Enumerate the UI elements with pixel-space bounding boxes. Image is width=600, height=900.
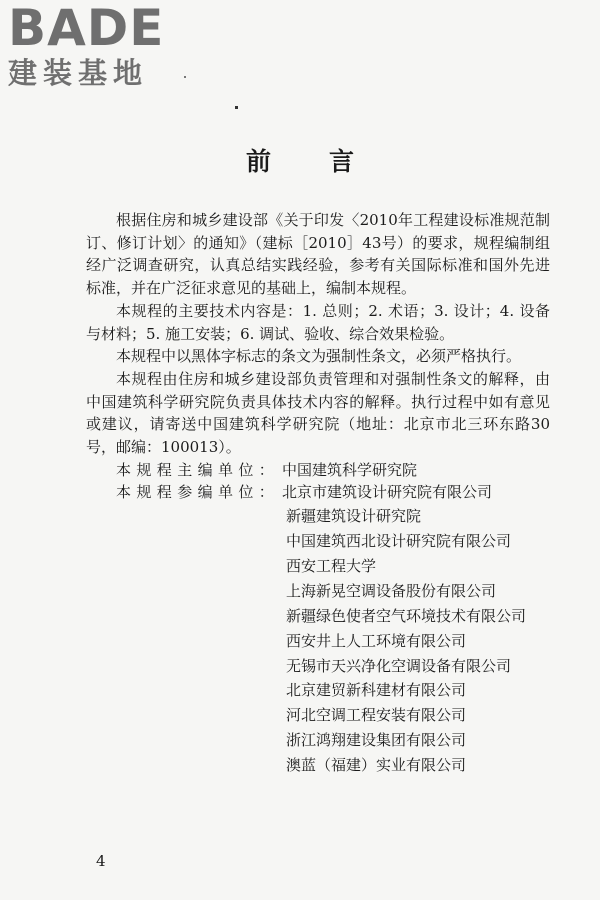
paragraph: 本规程的主要技术内容是：1. 总则；2. 术语；3. 设计；4. 设备与材料；5. 施工安装；6. 调试、验收、综合效果检验。 xyxy=(86,301,550,343)
participating-unit: 北京市建筑设计研究院有限公司 xyxy=(282,483,493,502)
bade-logo xyxy=(8,2,164,90)
participating-unit: 新疆绿色使者空气环境技术有限公司 xyxy=(286,606,527,625)
participating-unit: 西安井上人工环境有限公司 xyxy=(286,631,467,650)
chief-unit-value: 中国建筑科学研究院 xyxy=(282,460,418,479)
participating-unit: 中国建筑西北设计研究院有限公司 xyxy=(286,532,512,551)
participating-unit-label: 本规程参编单位： xyxy=(116,483,280,502)
participating-unit: 浙江鸿翔建设集团有限公司 xyxy=(286,731,467,750)
page-number: 4 xyxy=(96,852,106,870)
participating-unit: 北京建贸新科建材有限公司 xyxy=(286,681,467,700)
participating-unit: 无锡市天兴净化空调设备有限公司 xyxy=(286,656,512,675)
chief-unit-row xyxy=(86,459,550,482)
paragraph: 本规程中以黑体字标志的条文为强制性条文，必须严格执行。 xyxy=(116,347,522,366)
units-section xyxy=(86,459,550,778)
participating-unit: 上海新晃空调设备股份有限公司 xyxy=(286,581,497,600)
participating-unit: 新疆建筑设计研究院 xyxy=(286,507,422,526)
scan-speck xyxy=(184,76,186,78)
paragraph: 本规程由住房和城乡建设部负责管理和对强制性条文的解释，由中国建筑科学研究院负责具体技术内容的解释。执行过程中如有意见或建议，请寄送中国建筑科学研究院（地址：北京市北三环东路30号，邮编：100013）。 xyxy=(86,369,550,457)
logo-subtitle: 建装基地 xyxy=(8,56,149,90)
participating-unit-row xyxy=(86,481,550,504)
chief-unit-label: 本规程主编单位： xyxy=(116,460,280,479)
paragraph: 根据住房和城乡建设部《关于印发〈2010年工程建设标准规范制订、修订计划〉的通知》（建标［2010］43号）的要求，规程编制组经广泛调查研究，认真总结实践经验，参考有关国际标准和国外先进标准，并在广泛征求意见的基础上，编制本规程。 xyxy=(86,211,550,298)
document-body xyxy=(86,209,550,778)
participating-unit: 河北空调工程安装有限公司 xyxy=(286,706,467,725)
logo-wordmark: BADE xyxy=(8,0,165,57)
scan-speck xyxy=(235,106,238,109)
page-title: 前言 xyxy=(245,147,412,176)
participating-unit: 澳蓝（福建）实业有限公司 xyxy=(286,756,467,775)
participating-unit: 西安工程大学 xyxy=(286,556,377,575)
